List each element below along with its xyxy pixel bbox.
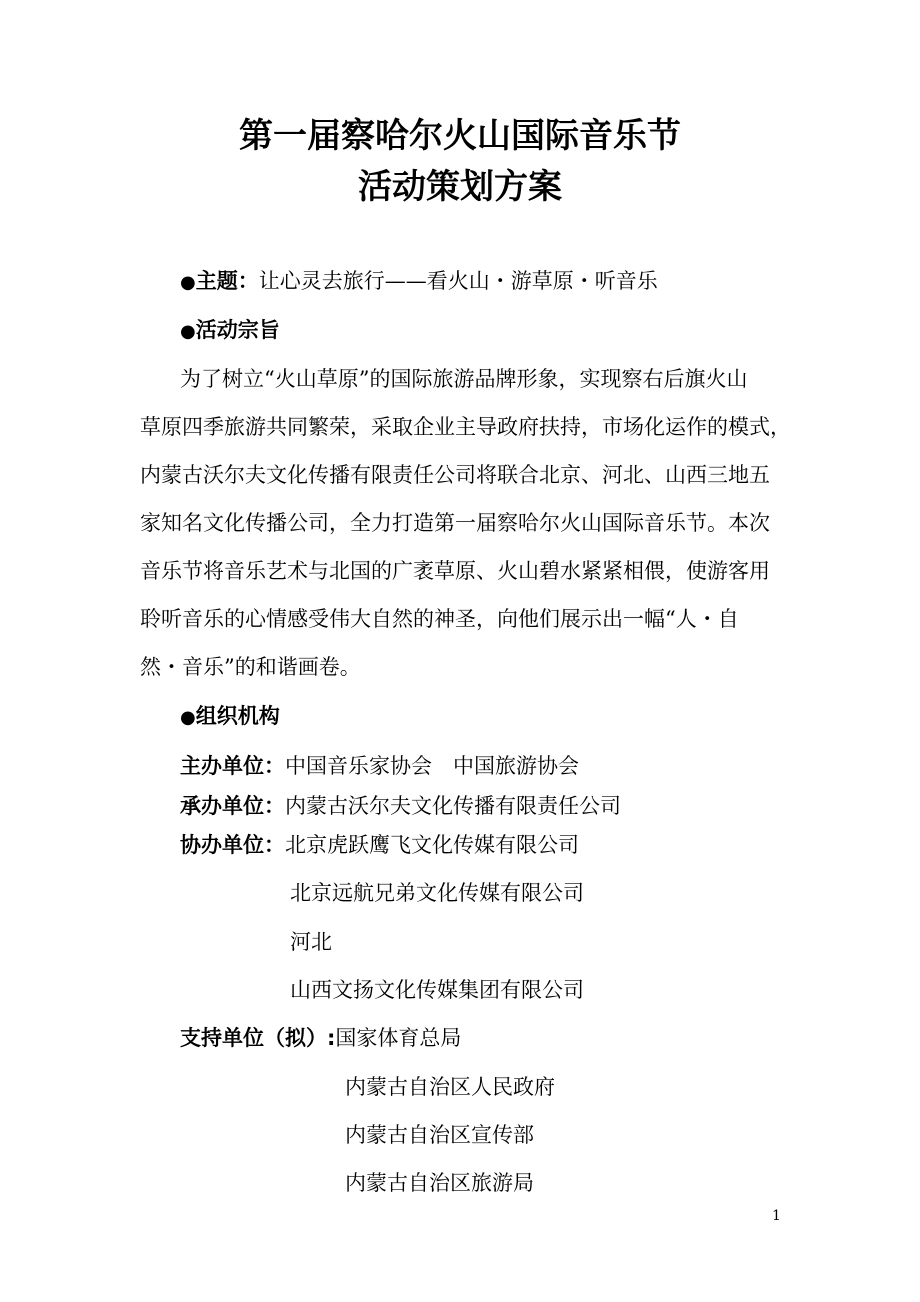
host-label: 主办单位： bbox=[180, 754, 285, 778]
host-line bbox=[180, 751, 579, 781]
purpose-paragraph-line: 为了树立“火山草原”的国际旅游品牌形象，实现察右后旗火山 bbox=[180, 367, 748, 391]
bullet-icon: ● bbox=[180, 321, 196, 342]
organizer-text: 内蒙古沃尔夫文化传播有限责任公司 bbox=[285, 794, 621, 818]
co-organizer-line bbox=[180, 830, 579, 860]
purpose-heading-text: 活动宗旨 bbox=[195, 318, 280, 342]
purpose-heading bbox=[180, 315, 280, 347]
purpose-paragraph-line: 音乐节将音乐艺术与北国的广袤草原、火山碧水紧紧相偎，使游客用 bbox=[140, 559, 770, 583]
theme-text: 让心灵去旅行——看火山・游草原・听音乐 bbox=[258, 269, 658, 293]
purpose-paragraph-line: 家知名文化传播公司，全力打造第一届察哈尔火山国际音乐节。本次 bbox=[140, 511, 770, 535]
co-organizer-item: 北京远航兄弟文化传媒有限公司 bbox=[290, 881, 584, 905]
supporter-label: 支持单位（拟）: bbox=[180, 1026, 336, 1050]
purpose-paragraph-line: 草原四季旅游共同繁荣，采取企业主导政府扶持，市场化运作的模式， bbox=[140, 415, 791, 439]
document-title-line1: 第一届察哈尔火山国际音乐节 bbox=[239, 116, 681, 156]
host-text: 中国音乐家协会 中国旅游协会 bbox=[285, 754, 579, 778]
organization-heading-text: 组织机构 bbox=[195, 704, 280, 728]
co-organizer-item: 山西文扬文化传媒集团有限公司 bbox=[290, 978, 584, 1002]
organization-heading bbox=[180, 701, 280, 733]
purpose-paragraph-line: 内蒙古沃尔夫文化传播有限责任公司将联合北京、河北、山西三地五 bbox=[140, 463, 770, 487]
page-number: 1 bbox=[772, 1208, 781, 1224]
purpose-paragraph-line: 聆听音乐的心情感受伟大自然的神圣，向他们展示出一幅“人・自 bbox=[140, 607, 739, 631]
document-title-line2: 活动策划方案 bbox=[358, 167, 562, 207]
bullet-icon: ● bbox=[180, 272, 196, 293]
theme-line bbox=[180, 266, 658, 298]
supporter-item: 内蒙古自治区宣传部 bbox=[345, 1123, 534, 1147]
supporter-item: 内蒙古自治区旅游局 bbox=[345, 1171, 534, 1195]
supporter-line bbox=[180, 1023, 461, 1053]
co-organizer-label: 协办单位： bbox=[180, 833, 285, 857]
co-organizer-item: 河北 bbox=[290, 930, 332, 954]
theme-label: 主题： bbox=[195, 269, 259, 293]
organizer-line bbox=[180, 791, 621, 821]
supporter-item: 内蒙古自治区人民政府 bbox=[345, 1075, 555, 1099]
supporter-item: 国家体育总局 bbox=[335, 1026, 462, 1050]
bullet-icon: ● bbox=[180, 707, 196, 728]
purpose-paragraph-line: 然・音乐”的和谐画卷。 bbox=[140, 655, 361, 679]
organizer-label: 承办单位： bbox=[180, 794, 285, 818]
co-organizer-item: 北京虎跃鹰飞文化传媒有限公司 bbox=[285, 833, 579, 857]
